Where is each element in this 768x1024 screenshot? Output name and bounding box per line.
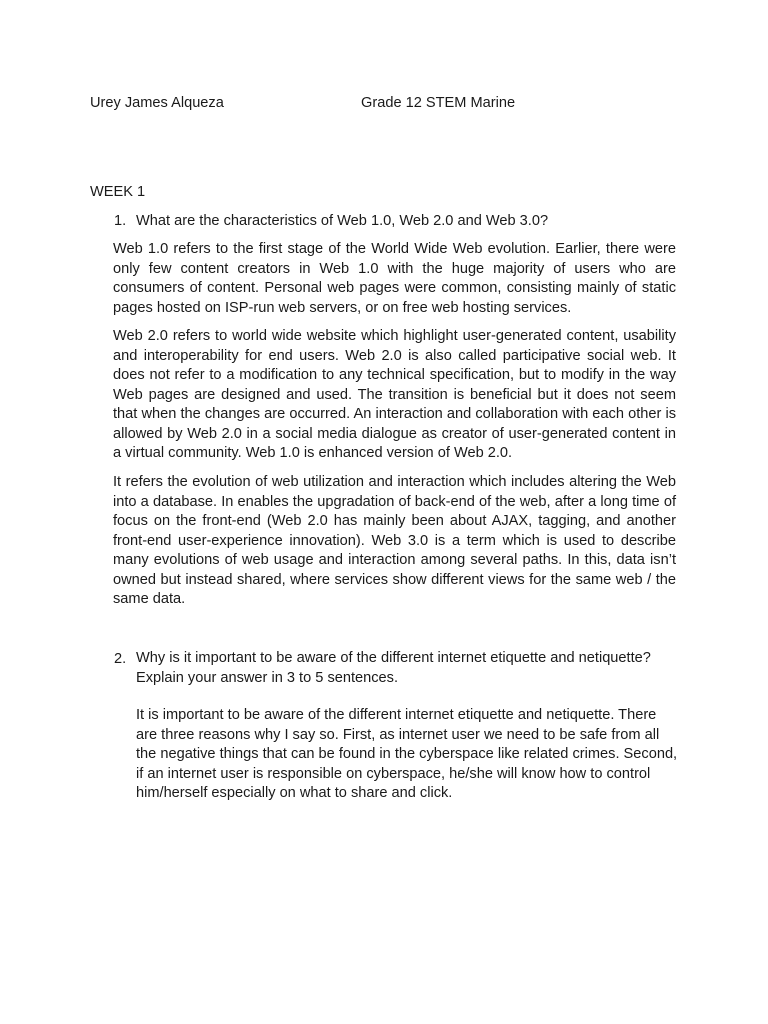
question-1-text: What are the characteristics of Web 1.0, Web 2.0 and Web 3.0? — [136, 213, 549, 229]
question-1-number: 1. — [114, 213, 127, 229]
question-2-number: 2. — [114, 651, 127, 667]
answer-1-paragraph-web1: Web 1.0 refers to the first stage of the World Wide Web evolution. Earlier, there were only few content creators in Web 1.0 with the huge majority of users who are consumers of content. Personal web pages were common, consisting mainly of static pages hosted on ISP-run web servers, or on free web hosting services. — [113, 241, 676, 316]
question-2-text: Why is it important to be aware of the different internet etiquette and netiquette? Explain your answer in 3 to 5 sentences. — [136, 650, 651, 686]
student-grade: Grade 12 STEM Marine — [361, 95, 516, 111]
answer-1-paragraph-web3: It refers the evolution of web utilization and interaction which includes altering the Web into a database. In enables the upgradation of back-end of the web, after a long time of focus on the front-end (Web 2.0 has mainly been about AJAX, tagging, and another front-end user-experience innovation). Web 3.0 is a term which is used to describe many evolutions of web usage and interaction among several paths. In this, data isn’t owned but instead shared, where services show different views for the same web / the same data. — [113, 474, 676, 607]
answer-1-paragraph-web2: Web 2.0 refers to world wide website which highlight user-generated content, usability and interoperability for end users. Web 2.0 is also called participative social web. It does not refer to a modification to any technical specification, but to modify in the way Web pages are designed and used. The transition is beneficial but it does not seem that when the changes are occurred. An interaction and collaboration with each other is allowed by Web 2.0 in a social media dialogue as creator of user-generated content in a virtual community. Web 1.0 is enhanced version of Web 2.0. — [113, 328, 676, 461]
week-title: WEEK 1 — [90, 184, 146, 200]
student-name: Urey James Alqueza — [90, 95, 224, 111]
answer-2-paragraph: It is important to be aware of the different internet etiquette and netiquette. There are three reasons why I say so. First, as internet user we need to be safe from all the negative things that can be found in the cyberspace like related crimes. Second, if an internet user is responsible on cyberspace, he/she will know how to control him/herself especially on what to share and click. — [136, 707, 678, 801]
